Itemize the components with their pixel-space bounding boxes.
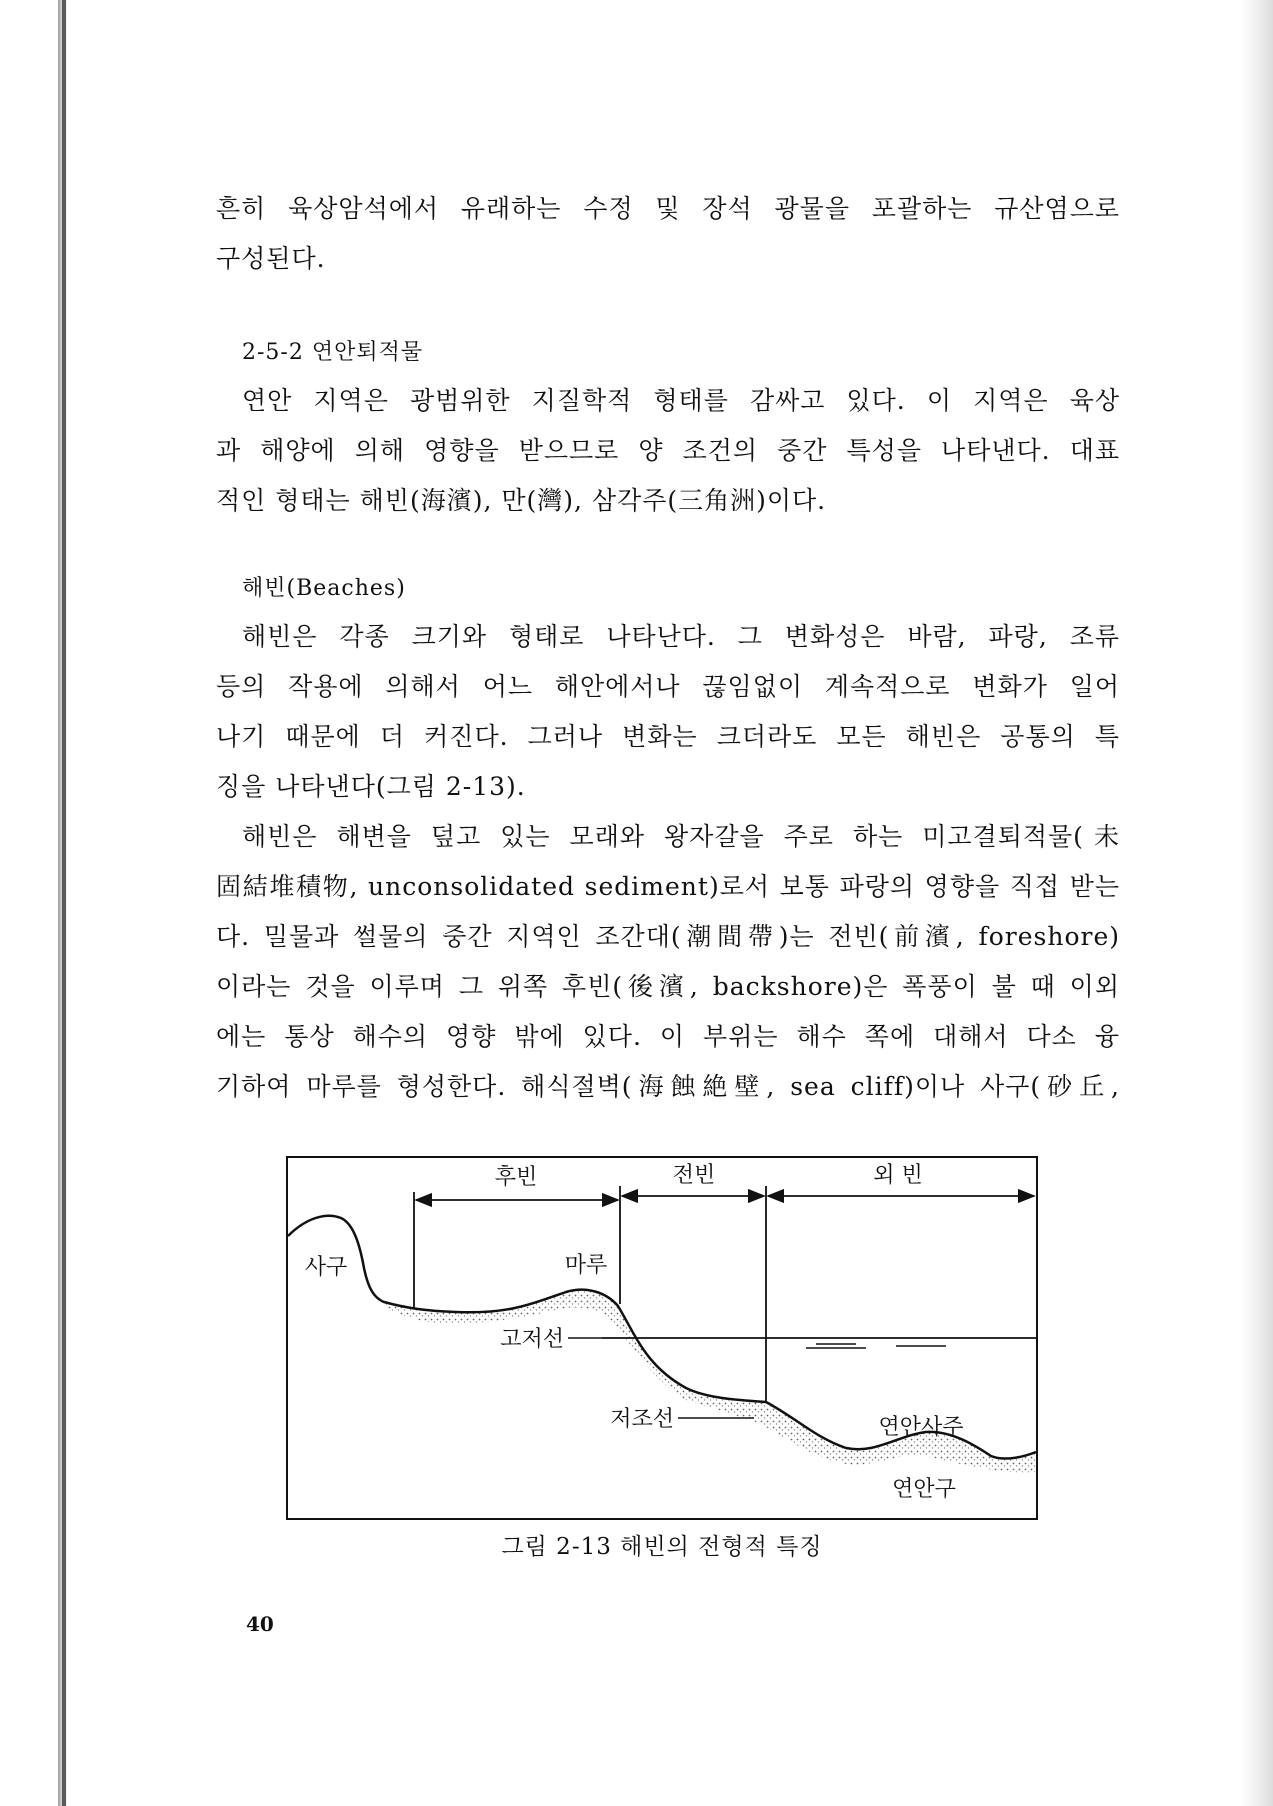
label-berm: 마루 [564,1253,608,1278]
label-longshore-trough: 연안구 [892,1477,956,1502]
figure-caption: 그림 2-13 해빈의 전형적 특징 [501,1534,823,1560]
label-foreshore: 전빈 [672,1163,716,1188]
section-coastal-sediments [216,330,1120,526]
section-beaches [216,566,1120,1112]
text-line: 다. 밀물과 썰물의 중간 지역인 조간대(潮間帶)는 전빈(前濱, foreshore) [216,922,1120,951]
label-low-tide-line: 저조선 [610,1407,674,1432]
intro-paragraph [216,184,1120,284]
text-line: 징을 나타낸다(그림 2-13). [216,772,526,801]
label-longshore-bar: 연안사주 [878,1415,964,1440]
text-line: 에는 통상 해수의 영향 밖에 있다. 이 부위는 해수 쪽에 대해서 다소 융 [216,1022,1120,1051]
text-line: 과 해양에 의해 영향을 받으므로 양 조건의 중간 특성을 나타낸다. 대표 [216,436,1120,465]
text-line: 기하여 마루를 형성한다. 해식절벽(海蝕絶壁, sea cliff)이나 사구(砂丘, [216,1072,1120,1101]
text-line: 固結堆積物, unconsolidated sediment)로서 보통 파랑의 영향을 직접 받는 [216,872,1120,901]
label-offshore: 외 빈 [873,1163,923,1188]
text-line: 적인 형태는 해빈(海濱), 만(灣), 삼각주(三角洲)이다. [216,486,827,515]
text-line: 등의 작용에 의해서 어느 해안에서나 끊임없이 계속적으로 변화가 일어 [216,672,1120,701]
text-line: 해빈은 각종 크기와 형태로 나타난다. 그 변화성은 바람, 파랑, 조류 [242,622,1120,651]
text-line: 흔히 육상암석에서 유래하는 수정 및 장석 광물을 포괄하는 규산염으로 [216,194,1120,223]
page-right-shadow [1240,0,1273,1806]
beach-profile-diagram [286,1156,1038,1520]
page-number: 40 [246,1612,274,1636]
text-line: 해빈은 해변을 덮고 있는 모래와 왕자갈을 주로 하는 미고결퇴적물(未 [242,822,1120,851]
text-line: 이라는 것을 이루며 그 위쪽 후빈(後濱, backshore)은 폭풍이 불 때 이외 [216,972,1120,1001]
text-line: 구성된다. [216,244,326,273]
text-line: 연안 지역은 광범위한 지질학적 형태를 감싸고 있다. 이 지역은 육상 [242,386,1120,415]
page-binding-line [62,0,66,1806]
section-heading: 2-5-2 연안퇴적물 [242,340,424,365]
subsection-heading: 해빈(Beaches) [242,576,406,601]
label-backshore: 후빈 [494,1165,538,1190]
text-line: 나기 때문에 더 커진다. 그러나 변화는 크더라도 모든 해빈은 공통의 특 [216,722,1120,751]
label-dune: 사구 [304,1255,348,1280]
label-high-tide-line: 고저선 [500,1327,564,1352]
